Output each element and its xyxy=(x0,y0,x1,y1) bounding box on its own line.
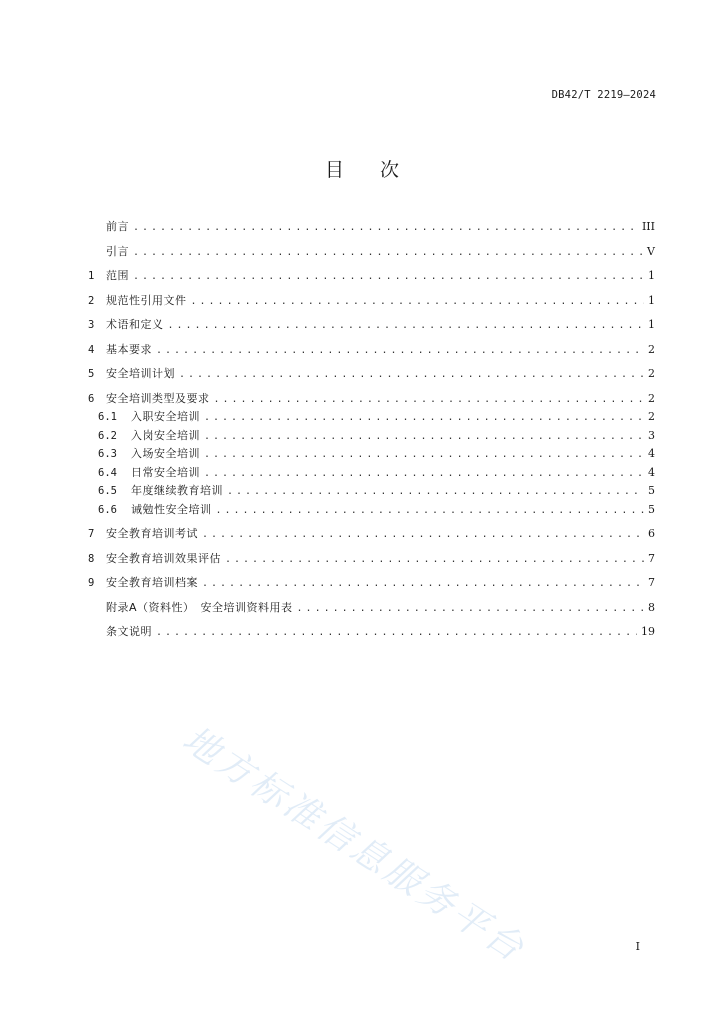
toc-label: 安全培训类型及要求 xyxy=(106,391,210,405)
toc-label: 诫勉性安全培训 xyxy=(131,502,212,516)
toc-number: 6.4 xyxy=(98,466,117,479)
toc-label: 引言 xyxy=(106,244,129,258)
toc-label: 附录A（资料性） 安全培训资料用表 xyxy=(106,600,293,614)
toc-leader-dots xyxy=(133,271,644,282)
toc-leader-dots xyxy=(133,247,643,258)
toc-page: 1 xyxy=(648,269,655,282)
toc-page: 1 xyxy=(648,293,655,307)
toc-label: 范围 xyxy=(106,269,129,282)
toc-leader-dots xyxy=(227,486,644,497)
toc-entry-8[interactable] xyxy=(88,550,655,575)
toc-page: 6 xyxy=(648,527,655,540)
toc-entry-2[interactable] xyxy=(88,292,655,317)
toc-label: 安全教育培训档案 xyxy=(106,576,198,589)
toc-page: III xyxy=(641,220,655,233)
toc-label: 术语和定义 xyxy=(106,318,164,331)
toc-entry-1[interactable] xyxy=(88,267,655,292)
page-title: 目次 xyxy=(324,159,435,181)
toc-page: 5 xyxy=(648,484,655,497)
toc-label: 入场安全培训 xyxy=(131,447,200,460)
toc-entry-5[interactable] xyxy=(88,365,655,390)
toc-number: 7 xyxy=(88,528,95,540)
toc-leader-dots xyxy=(204,449,644,460)
toc-leader-dots xyxy=(204,431,644,442)
toc-leader-dots xyxy=(168,320,645,331)
toc-leader-dots xyxy=(297,603,644,614)
watermark: 地方标准信息服务平台 xyxy=(175,718,534,972)
toc-leader-dots xyxy=(216,505,645,516)
toc-leader-dots xyxy=(191,296,645,307)
toc-entry-7[interactable] xyxy=(88,525,655,550)
toc-number: 8 xyxy=(88,552,95,565)
toc-leader-dots xyxy=(202,578,644,589)
toc-page: V xyxy=(647,244,655,258)
toc-number: 1 xyxy=(88,270,95,282)
toc-leader-dots xyxy=(156,627,637,638)
toc-leader-dots xyxy=(204,468,644,479)
toc-entry-6-3[interactable] xyxy=(88,445,655,464)
toc-page: 4 xyxy=(648,465,655,479)
toc-label: 前言 xyxy=(106,220,129,233)
toc-entry-introduction[interactable] xyxy=(88,243,655,268)
toc-number: 6.1 xyxy=(98,411,117,423)
toc-number: 3 xyxy=(88,319,95,331)
toc-page: 2 xyxy=(648,367,655,380)
toc-page: 8 xyxy=(648,600,655,614)
page-number: I xyxy=(635,940,640,953)
toc-page: 2 xyxy=(648,410,655,423)
toc-entry-6-2[interactable] xyxy=(88,427,655,446)
toc-entry-6-6[interactable] xyxy=(88,501,655,520)
toc-number: 6.6 xyxy=(98,503,117,516)
toc-leader-dots xyxy=(202,529,644,540)
toc-label: 安全教育培训效果评估 xyxy=(106,551,221,565)
toc-label: 安全教育培训考试 xyxy=(106,527,198,540)
toc-number: 6.2 xyxy=(98,429,117,442)
toc-label: 规范性引用文件 xyxy=(106,293,187,307)
toc-leader-dots xyxy=(179,369,644,380)
toc-label: 日常安全培训 xyxy=(131,465,200,479)
toc-entry-6-1[interactable] xyxy=(88,408,655,427)
toc-label: 基本要求 xyxy=(106,342,152,356)
toc-page: 5 xyxy=(648,502,655,516)
toc-entry-9[interactable] xyxy=(88,574,655,599)
toc-label: 入职安全培训 xyxy=(131,410,200,423)
table-of-contents xyxy=(88,218,655,648)
toc-leader-dots xyxy=(214,394,645,405)
toc-number: 6.3 xyxy=(98,448,117,460)
toc-number: 4 xyxy=(88,343,95,356)
toc-number: 6 xyxy=(88,392,95,405)
toc-page: 2 xyxy=(648,342,655,356)
toc-entry-appendix-a[interactable] xyxy=(88,599,655,624)
toc-leader-dots xyxy=(156,345,644,356)
toc-entry-3[interactable] xyxy=(88,316,655,341)
toc-label: 安全培训计划 xyxy=(106,367,175,380)
toc-page: 19 xyxy=(641,625,655,638)
toc-number: 6.5 xyxy=(98,485,117,497)
toc-label: 年度继续教育培训 xyxy=(131,484,223,497)
toc-entry-explanation[interactable] xyxy=(88,623,655,648)
toc-page: 7 xyxy=(648,551,655,565)
toc-entry-foreword[interactable] xyxy=(88,218,655,243)
toc-number: 2 xyxy=(88,294,95,307)
toc-label: 条文说明 xyxy=(106,625,152,638)
toc-page: 4 xyxy=(648,447,655,460)
document-code: DB42/T 2219—2024 xyxy=(551,89,656,101)
toc-leader-dots xyxy=(133,222,638,233)
toc-page: 2 xyxy=(648,391,655,405)
toc-page: 7 xyxy=(648,576,655,589)
toc-entry-6-4[interactable] xyxy=(88,464,655,483)
toc-entry-6-5[interactable] xyxy=(88,482,655,501)
toc-number: 5 xyxy=(88,368,95,380)
toc-leader-dots xyxy=(225,554,644,565)
toc-label: 入岗安全培训 xyxy=(131,428,200,442)
toc-page: 1 xyxy=(648,318,655,331)
toc-entry-4[interactable] xyxy=(88,341,655,366)
toc-leader-dots xyxy=(204,412,644,423)
toc-number: 9 xyxy=(88,577,95,589)
toc-page: 3 xyxy=(648,428,655,442)
